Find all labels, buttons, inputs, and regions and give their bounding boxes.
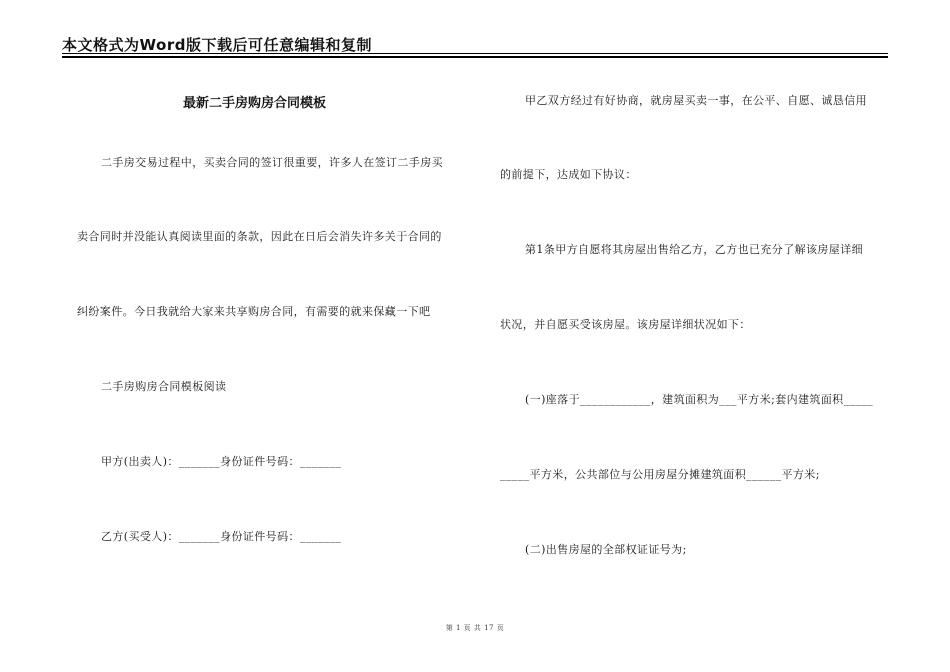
paragraph-line: 的前提下，达成如下协议： [500,168,637,181]
document-title: 最新二手房购房合同模板 [183,96,327,111]
header-banner: 本文格式为Word版下载后可任意编辑和复制 [62,36,372,54]
paragraph-line: 状况，并自愿买受该房屋。该房屋详细状况如下： [500,318,751,331]
paragraph-line: 二手房交易过程中，买卖合同的签订很重要，许多人在签订二手房买 [101,156,443,169]
paragraph-line: 卖合同时并没能认真阅读里面的条款，因此在日后会消失许多关于合同的 [77,230,442,243]
paragraph-line: _____平方米，公共部位与公用房屋分摊建筑面积______平方米; [500,468,820,481]
page-footer: 第 1 页 共 17 页 [445,624,505,632]
paragraph-line: 二手房购房合同模板阅读 [101,380,227,393]
header-rule-thick [62,56,888,58]
paragraph-line: 甲方(出卖人)：_______身份证件号码：_______ [101,455,342,468]
paragraph-line: 乙方(买受人)：_______身份证件号码：_______ [101,530,342,543]
header-rule-thin [62,53,888,54]
paragraph-line: (一)座落于____________，建筑面积为___平方米;套内建筑面积_____ [525,393,874,406]
paragraph-line: 纠纷案件。今日我就给大家来共享购房合同，有需要的就来保藏一下吧 [77,305,431,318]
paragraph-line: 第1条甲方自愿将其房屋出售给乙方，乙方也已充分了解该房屋详细 [525,243,863,256]
paragraph-line: (二)出售房屋的全部权证证号为; [525,543,687,556]
paragraph-line: 甲乙双方经过有好协商，就房屋买卖一事，在公平、自愿、诚恳信用 [525,94,867,107]
